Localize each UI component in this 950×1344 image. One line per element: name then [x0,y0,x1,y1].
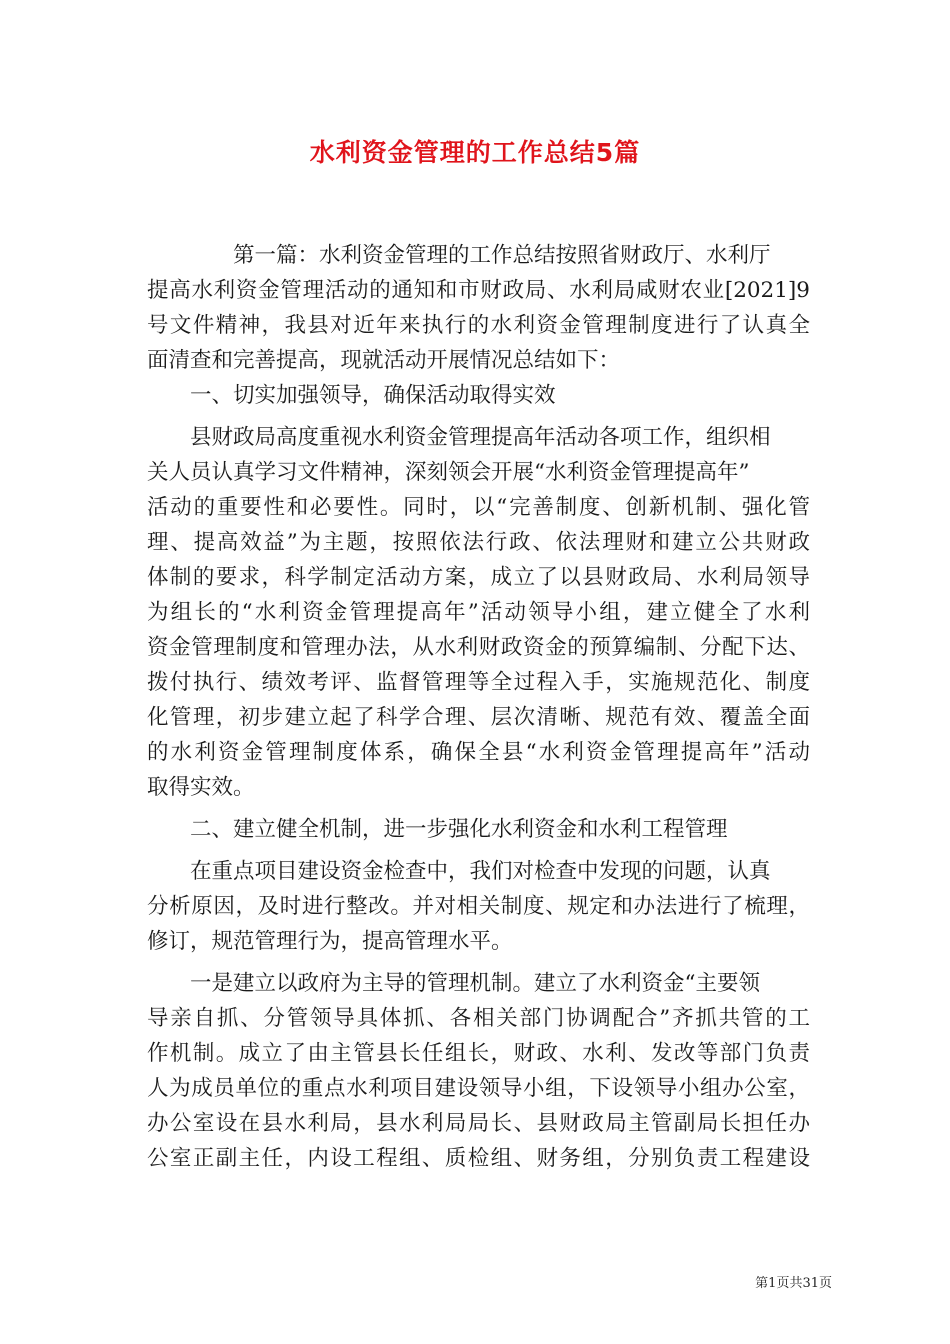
document-title: 水利资金管理的工作总结5篇 [309,138,641,167]
paragraph-line: 作机制。成立了由主管县长任组长，财政、水利、发改等部门负责 [147,1041,810,1066]
paragraph-line: 取得实效。 [147,775,255,800]
paragraph-line: 号文件精神，我县对近年来执行的水利资金管理制度进行了认真全 [147,313,810,338]
section-heading: 一、切实加强领导，确保活动取得实效 [190,383,556,408]
paragraph-line: 县财政局高度重视水利资金管理提高年活动各项工作，组织相 [190,425,771,450]
paragraph-line: 提高水利资金管理活动的通知和市财政局、水利局咸财农业[2021]9 [147,278,810,303]
page-number: 第1页共31页 [755,1276,832,1291]
paragraph-line: 理、提高效益”为主题，按照依法行政、依法理财和建立公共财政 [147,530,810,555]
paragraph-line: 资金管理制度和管理办法，从水利财政资金的预算编制、分配下达、 [147,635,810,660]
paragraph-line: 分析原因，及时进行整改。并对相关制度、规定和办法进行了梳理， [147,894,810,919]
paragraph-line: 化管理，初步建立起了科学合理、层次清晰、规范有效、覆盖全面 [147,705,810,730]
paragraph-line: 拨付执行、绩效考评、监督管理等全过程入手，实施规范化、制度 [147,670,810,695]
paragraph-line: 体制的要求，科学制定活动方案，成立了以县财政局、水利局领导 [147,565,810,590]
paragraph-line: 面清查和完善提高，现就活动开展情况总结如下： [147,348,621,373]
paragraph-line: 活动的重要性和必要性。同时，以“完善制度、创新机制、强化管 [147,495,810,520]
paragraph-line: 为组长的“水利资金管理提高年”活动领导小组，建立健全了水利 [147,600,810,625]
paragraph-line: 在重点项目建设资金检查中，我们对检查中发现的问题，认真 [190,859,771,884]
section-heading: 二、建立健全机制，进一步强化水利资金和水利工程管理 [190,817,728,842]
paragraph-line: 第一篇：水利资金管理的工作总结按照省财政厅、水利厅 [233,243,771,268]
paragraph-line: 关人员认真学习文件精神，深刻领会开展“水利资金管理提高年” [147,460,750,485]
paragraph-line: 办公室设在县水利局，县水利局局长、县财政局主管副局长担任办 [147,1111,810,1136]
paragraph-line: 的水利资金管理制度体系，确保全县“水利资金管理提高年”活动 [147,740,810,765]
paragraph-line: 人为成员单位的重点水利项目建设领导小组，下设领导小组办公室， [147,1076,810,1101]
paragraph-line: 修订，规范管理行为，提高管理水平。 [147,929,513,954]
document-body [147,238,810,1176]
paragraph-line: 导亲自抓、分管领导具体抓、各相关部门协调配合”齐抓共管的工 [147,1006,810,1031]
paragraph-line: 一是建立以政府为主导的管理机制。建立了水利资金“主要领 [190,971,760,996]
paragraph-line: 公室正副主任，内设工程组、质检组、财务组，分别负责工程建设 [147,1146,810,1171]
